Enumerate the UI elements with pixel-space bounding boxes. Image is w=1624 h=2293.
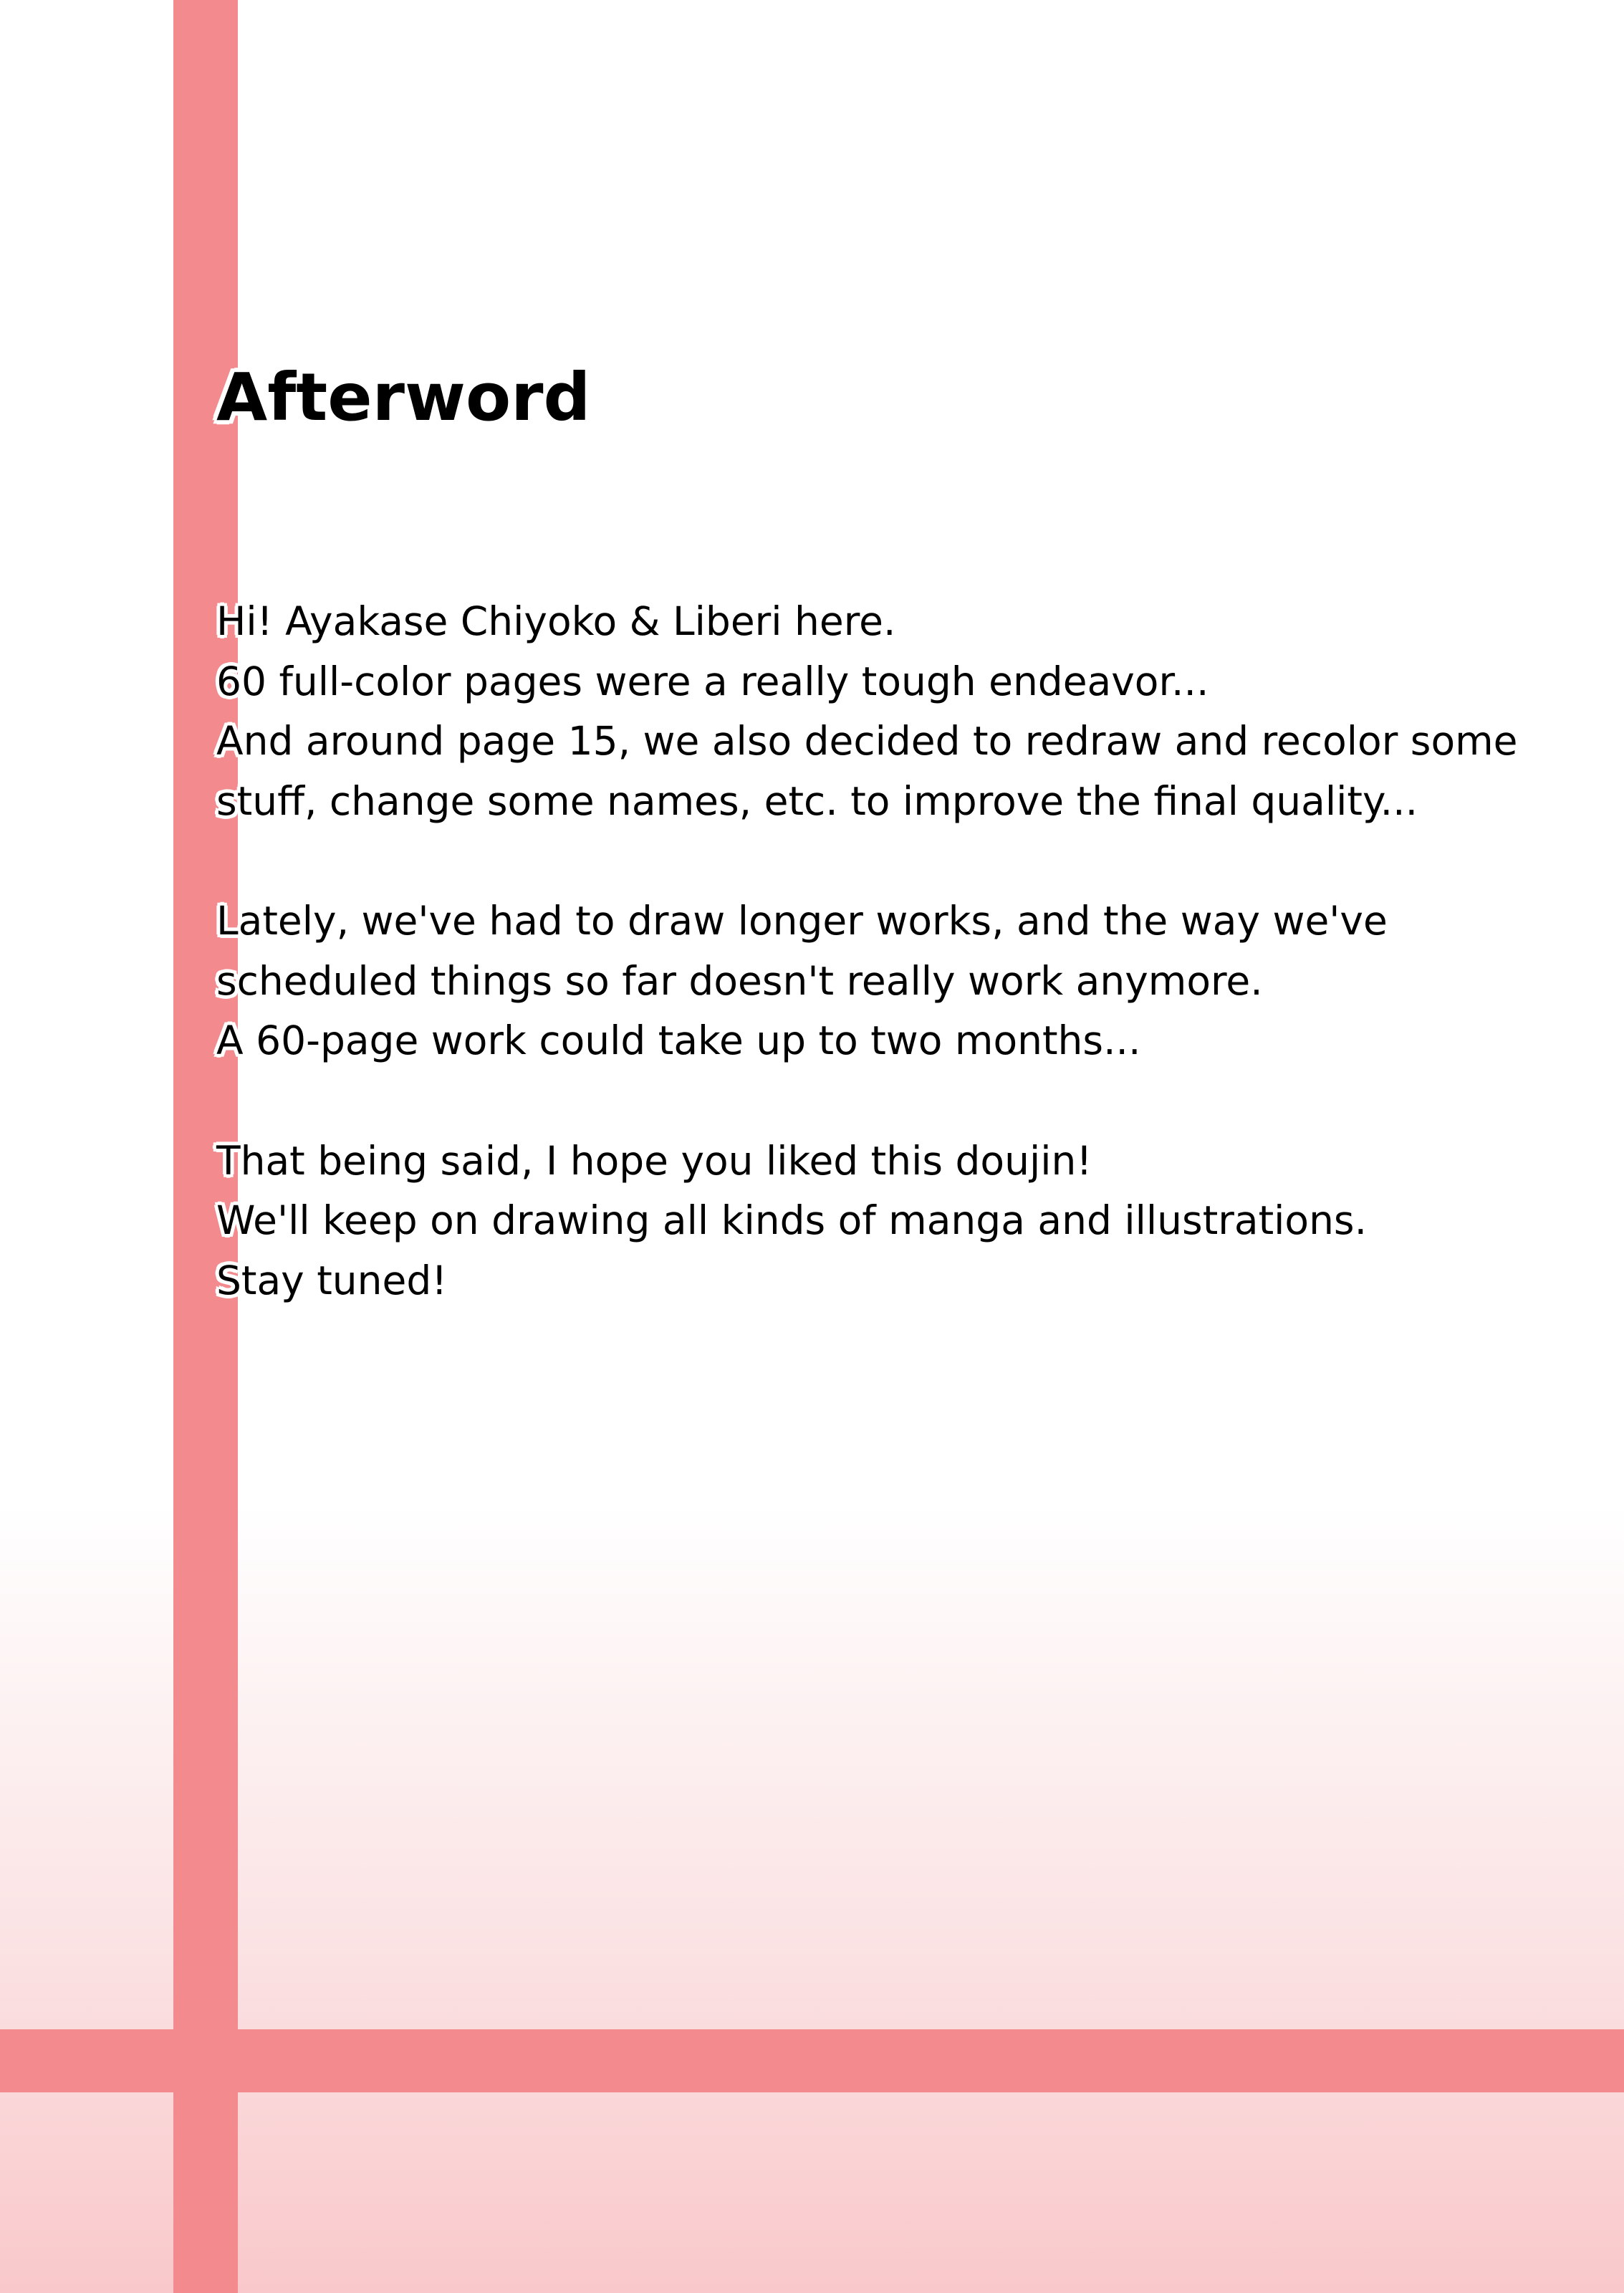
page-title: Afterword <box>216 359 591 436</box>
text-line: That being said, I hope you liked this doujin! <box>216 1137 1092 1184</box>
text-line: stuff, change some names, etc. to improve the final quality... <box>216 777 1418 824</box>
text-line: Lately, we've had to draw longer works, and the way we've <box>216 898 1388 944</box>
horizontal-decorative-stripe <box>0 2029 1624 2092</box>
text-line: And around page 15, we also decided to redraw and recolor some <box>216 718 1518 764</box>
text-line: Stay tuned! <box>216 1257 448 1303</box>
paragraph-2 <box>216 891 1606 1071</box>
text-line: 60 full-color pages were a really tough endeavor... <box>216 658 1209 704</box>
paragraph-3 <box>216 1131 1606 1311</box>
paragraph-1 <box>216 592 1606 831</box>
afterword-body <box>216 592 1606 1371</box>
text-line: Hi! Ayakase Chiyoko & Liberi here. <box>216 598 896 644</box>
text-line: A 60-page work could take up to two months... <box>216 1018 1141 1063</box>
text-line: We'll keep on drawing all kinds of manga and illustrations. <box>216 1197 1368 1243</box>
text-line: scheduled things so far doesn't really work anymore. <box>216 957 1263 1004</box>
